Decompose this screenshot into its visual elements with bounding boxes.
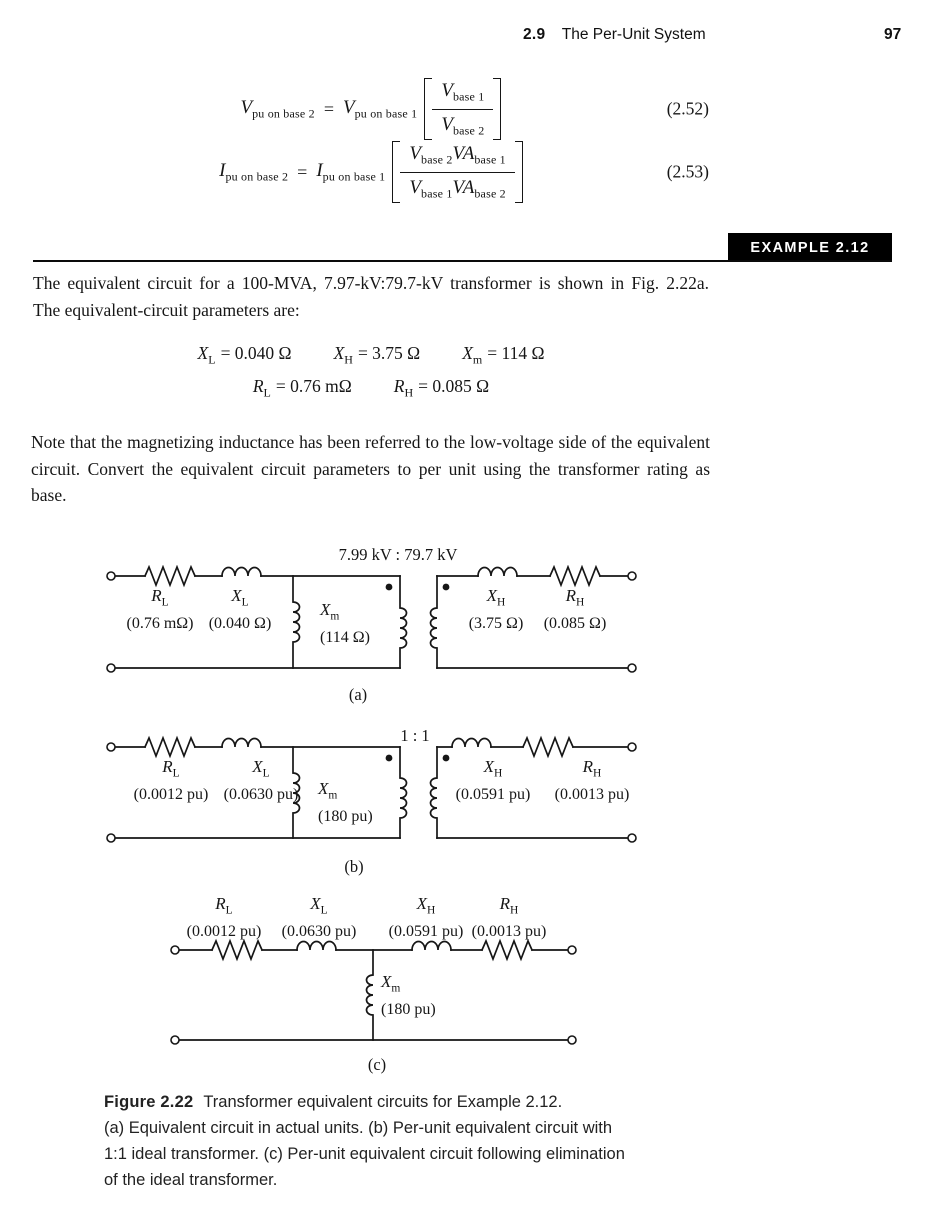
parameter-rh: $R_H = 0.085$ Ω (393, 375, 490, 399)
component-label-rh: $R_H$ (0.0013 pu) (471, 894, 547, 941)
inductor-symbol-xh (478, 568, 517, 577)
equation-number: (2.53) (666, 161, 709, 182)
section-number: 2.9 (523, 26, 546, 43)
terminal (628, 834, 636, 842)
component-label-xm: $X_m$ (180 pu) (381, 972, 436, 1019)
turns-ratio-label: 7.99 kV : 79.7 kV (338, 545, 458, 564)
terminal (107, 664, 115, 672)
resistor-symbol-rh (523, 738, 573, 756)
resistor-symbol-rl (145, 567, 195, 585)
circuit-c-diagram (0, 935, 936, 1060)
intro-paragraph (33, 270, 709, 323)
caption-line: 1:1 ideal transformer. (c) Per-unit equivalent circuit following elimination (104, 1145, 625, 1163)
component-label-rl: $R_L$ (0.0012 pu) (186, 894, 262, 941)
component-label-rl: $R_L$ (0.76 mΩ) (126, 586, 194, 633)
inductor-symbol-xm (293, 576, 300, 668)
subfigure-tag-c: (c) (367, 1055, 387, 1074)
transformer-winding-primary (400, 576, 407, 668)
terminal (107, 743, 115, 751)
subfigure-tag-b: (b) (344, 857, 364, 876)
left-bracket (424, 78, 432, 140)
component-label-xl: $X_L$ (0.0630 pu) (281, 894, 357, 941)
figure-label: Figure 2.22 (104, 1093, 194, 1111)
terminal (628, 572, 636, 580)
transformer-winding-primary (400, 747, 407, 838)
bracketed-fraction: $\frac{V_{base 1}}{V_{base 2}}$ (424, 78, 501, 140)
component-label-xl: $X_L$ (0.040 Ω) (208, 586, 272, 633)
paragraph-line: Note that the magnetizing inductance has been referred to the low-voltage side of the equivalent (31, 432, 710, 452)
polarity-dot (386, 584, 393, 591)
paragraph-line: base. (31, 485, 67, 505)
component-label-rh: $R_H$ (0.0013 pu) (554, 757, 630, 804)
component-label-xl: $X_L$ (0.0630 pu) (223, 757, 299, 804)
terminal (568, 946, 576, 954)
terminal (171, 946, 179, 954)
math-var: $I_{pu on base 2}$ (219, 159, 289, 184)
paragraph-line: circuit. Convert the equivalent circuit parameters to per unit using the transformer rating as (31, 458, 710, 479)
caption-line: of the ideal transformer. (104, 1171, 278, 1189)
parameter-xl: $X_L = 0.040$ Ω (197, 343, 292, 367)
component-label-xh: $X_H$ (0.0591 pu) (388, 894, 464, 941)
paragraph-line: The equivalent circuit for a 100-MVA, 7.97-kV:79.7-kV transformer is shown in Fig. 2.22a. (33, 273, 709, 293)
parameter-xh: $X_H = 3.75$ Ω (333, 343, 421, 367)
equals-sign: = (323, 98, 334, 119)
right-bracket (493, 78, 501, 140)
polarity-dot (443, 755, 450, 762)
inductor-symbol-xl (222, 739, 261, 748)
caption-line: Figure 2.22 Transformer equivalent circuits for Example 2.12. (104, 1093, 563, 1111)
figure-caption (104, 1089, 682, 1193)
transformer-winding-secondary (431, 747, 437, 838)
example-banner: EXAMPLE 2.12 (728, 233, 892, 262)
parameter-row-2 (33, 376, 709, 401)
running-head (523, 26, 706, 44)
math-var: $V_{pu on base 1}$ (343, 96, 418, 121)
polarity-dot (443, 584, 450, 591)
bracketed-fraction: $\frac{V_{base 2}VA_{base 1}}{V_{base 1}VA_{base 2}}$ (392, 141, 522, 203)
terminal (628, 664, 636, 672)
component-label-xh: $X_H$ (0.0591 pu) (455, 757, 531, 804)
inductor-symbol-xh (452, 739, 491, 748)
resistor-symbol-rl (145, 738, 195, 756)
equation-number: (2.52) (666, 98, 709, 119)
parameter-rl: $R_L = 0.76$ mΩ (252, 375, 352, 399)
transformer-winding-secondary (431, 576, 437, 668)
terminal (568, 1036, 576, 1044)
terminal (171, 1036, 179, 1044)
left-bracket (392, 141, 400, 203)
parameter-row-1 (33, 343, 709, 368)
terminal (107, 834, 115, 842)
inductor-symbol-xm (367, 950, 374, 1040)
section-rule (33, 260, 892, 262)
turns-ratio-label: 1 : 1 (400, 726, 430, 745)
parameter-equations (33, 343, 709, 400)
equals-sign: = (297, 161, 308, 182)
polarity-dot (386, 755, 393, 762)
resistor-symbol-rh (550, 567, 600, 585)
terminal (628, 743, 636, 751)
component-label-xm: $X_m$ (180 pu) (318, 779, 373, 826)
equation-2-53 (33, 140, 709, 204)
subfigure-tag-a: (a) (348, 685, 368, 704)
paragraph-line: The equivalent-circuit parameters are: (33, 299, 300, 320)
note-paragraph (31, 429, 710, 509)
math-var: $V_{pu on base 2}$ (240, 96, 315, 121)
resistor-symbol-rh (482, 941, 532, 959)
component-label-rh: $R_H$ (0.085 Ω) (543, 586, 607, 633)
page-number: 97 (884, 26, 902, 43)
section-title: The Per-Unit System (561, 26, 706, 43)
component-label-rl: $R_L$ (0.0012 pu) (133, 757, 209, 804)
right-bracket (515, 141, 523, 203)
resistor-symbol-rl (212, 941, 262, 959)
math-var: $I_{pu on base 1}$ (316, 159, 386, 184)
inductor-symbol-xl (222, 568, 261, 577)
equation-2-52 (33, 77, 709, 141)
parameter-xm: $X_m = 114$ Ω (462, 343, 545, 367)
caption-line: (a) Equivalent circuit in actual units. (b) Per-unit equivalent circuit with (104, 1119, 613, 1137)
component-label-xh: $X_H$ (3.75 Ω) (468, 586, 524, 633)
terminal (107, 572, 115, 580)
component-label-xm: $X_m$ (114 Ω) (320, 600, 370, 647)
